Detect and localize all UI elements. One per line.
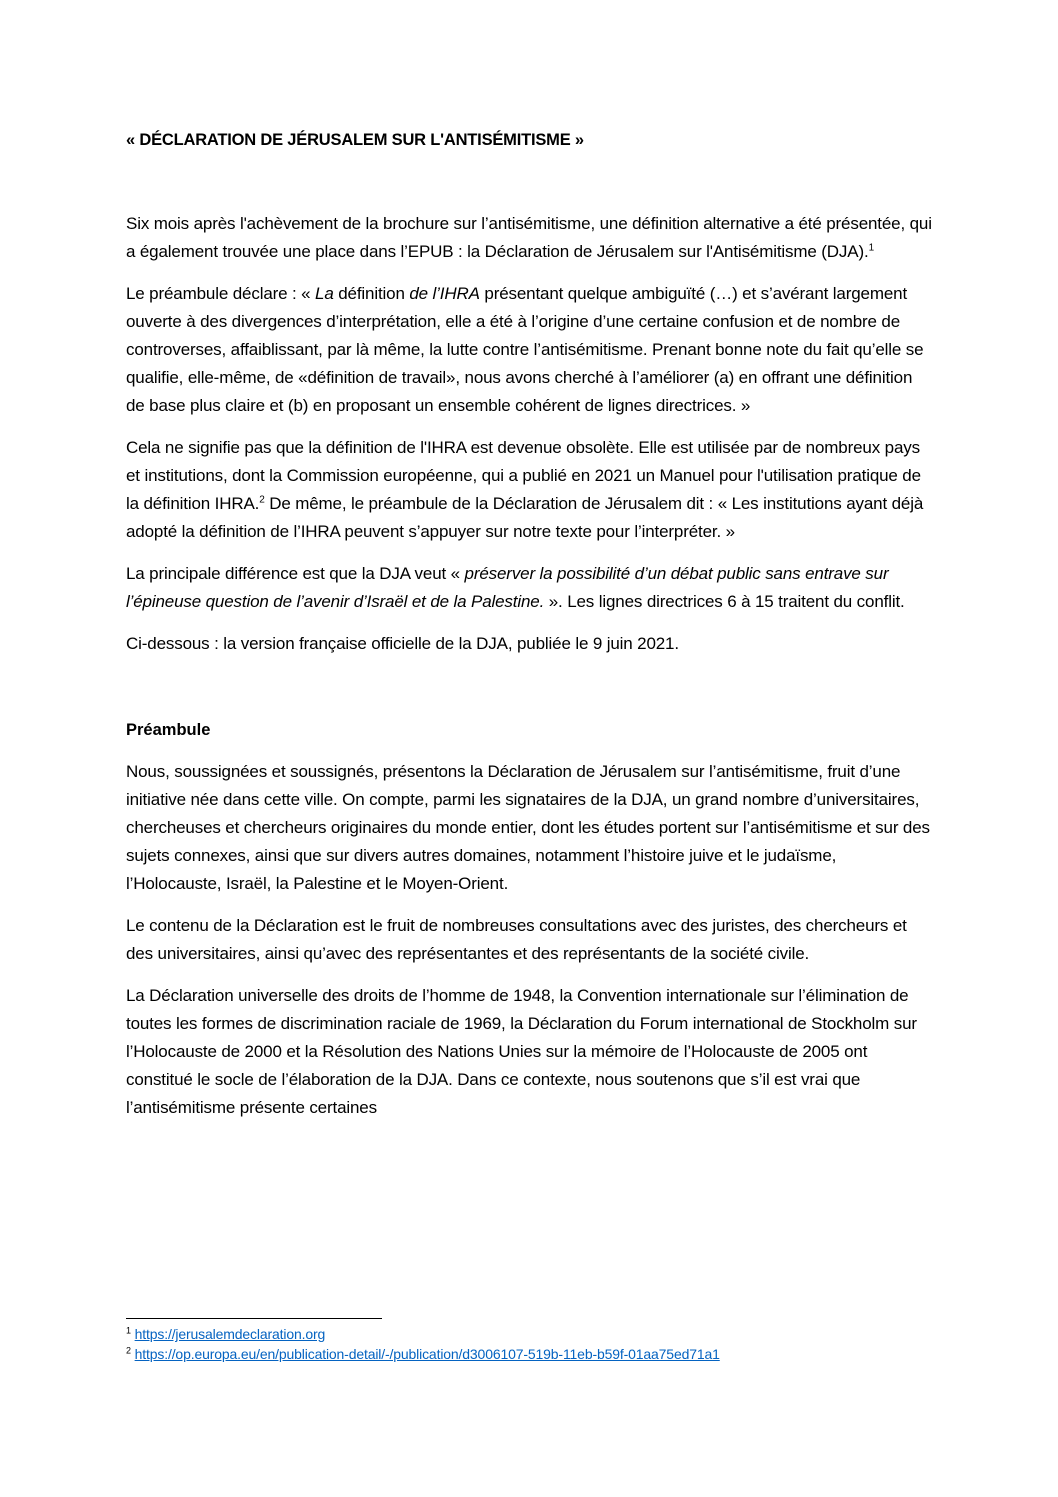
text-run: Le préambule déclare : « <box>126 284 316 303</box>
paragraph-preamble-quote <box>126 280 932 420</box>
footnote-link-1[interactable]: https://jerusalemdeclaration.org <box>134 1326 326 1342</box>
italic-run: préserver la possibilité d’un débat public sans entrave sur l’épineuse question de l’avenir d’Israël et de la Palestine. <box>126 564 889 611</box>
italic-run: de l’IHRA <box>409 284 480 303</box>
footnotes <box>126 1324 932 1364</box>
text-run: De même, le préambule de la Déclaration de Jérusalem dit : « Les institutions ayant déjà adopté la définition de l’IHRA peuvent s’appuyer sur notre texte pour l’interpréter. » <box>126 494 924 541</box>
paragraph-signatories: Nous, soussignées et soussignés, présentons la Déclaration de Jérusalem sur l’antisémitisme, fruit d’une initiative née dans cette ville. On compte, parmi les signataires de la DJA, un grand nombre d’universitaires, chercheuses et chercheurs originaires du monde entier, dont les études portent sur l’antisémitisme et sur des sujets connexes, ainsi que sur divers autres domaines, notamment l’histoire juive et le judaïsme, l’Holocauste, Israël, la Palestine et le Moyen-Orient. <box>126 761 930 893</box>
document-title: « DÉCLARATION DE JÉRUSALEM SUR L'ANTISÉMITISME » <box>126 131 584 149</box>
paragraph-consultations: Le contenu de la Déclaration est le fruit de nombreuses consultations avec des juristes, des chercheurs et des universitaires, ainsi qu’avec des représentantes et des représentants de la société civile. <box>126 915 907 963</box>
footnote-2 <box>126 1344 932 1364</box>
paragraph-text: Six mois après l'achèvement de la brochure sur l’antisémitisme, une définition alternative a été présentée, qui a également trouvée une place dans l’EPUB : la Déclaration de Jérusalem sur l'Antisémitisme (DJA). <box>126 214 932 261</box>
document-body <box>126 126 932 1122</box>
footnote-ref[interactable]: 1 <box>868 242 874 254</box>
paragraph-version-note: Ci-dessous : la version française officielle de la DJA, publiée le 9 juin 2021. <box>126 634 679 653</box>
footnote-number: 1 <box>126 1325 131 1336</box>
footnote-link-2[interactable]: https://op.europa.eu/en/publication-detail/-/publication/d3006107-519b-11eb-b59f-01aa75ed71a1 <box>134 1346 720 1362</box>
text-run: ». Les lignes directrices 6 à 15 traitent du conflit. <box>544 592 905 611</box>
text-run: Cela ne signifie pas que la définition de l'IHRA est devenue obsolète. Elle est utilisée par de nombreux pays et institutions, dont la Commission européenne, qui a publié en 2021 un Manuel pour l'utilisation pratique de la définition IHRA. <box>126 438 921 513</box>
text-run: La principale différence est que la DJA veut « <box>126 564 465 583</box>
footnote-divider <box>126 1318 382 1319</box>
footnote-ref[interactable]: 2 <box>259 494 265 506</box>
text-run: définition <box>333 284 410 303</box>
footnote-number: 2 <box>126 1345 131 1356</box>
italic-run: La <box>315 284 334 303</box>
paragraph-foundations: La Déclaration universelle des droits de l’homme de 1948, la Convention internationale sur l’élimination de toutes les formes de discrimination raciale de 1969, la Déclaration du Forum international de Stockholm sur l’Holocauste de 2000 et la Résolution des Nations Unies sur la mémoire de l’Holocauste de 2005 ont constitué le socle de l’élaboration de la DJA. Dans ce contexte, nous soutenons que s’il est vrai que l’antisémitisme présente certaines <box>126 985 917 1117</box>
paragraph-ihra <box>126 434 932 546</box>
paragraph-intro <box>126 210 932 266</box>
paragraph-difference <box>126 560 932 616</box>
footnote-1 <box>126 1324 932 1344</box>
section-heading-preambule: Préambule <box>126 721 211 739</box>
text-run: présentant quelque ambiguïté (…) et s’avérant largement ouverte à des divergences d’interprétation, elle a été à l’origine d’une certaine confusion et de nombre de controverses, affaiblissant, par là même, la lutte contre l’antisémitisme. Prenant bonne note du fait qu’elle se qualifie, elle-même, de «définition de travail», nous avons cherché à l’améliorer (a) en offrant une définition de base plus claire et (b) en proposant un ensemble cohérent de lignes directrices. » <box>126 284 924 415</box>
